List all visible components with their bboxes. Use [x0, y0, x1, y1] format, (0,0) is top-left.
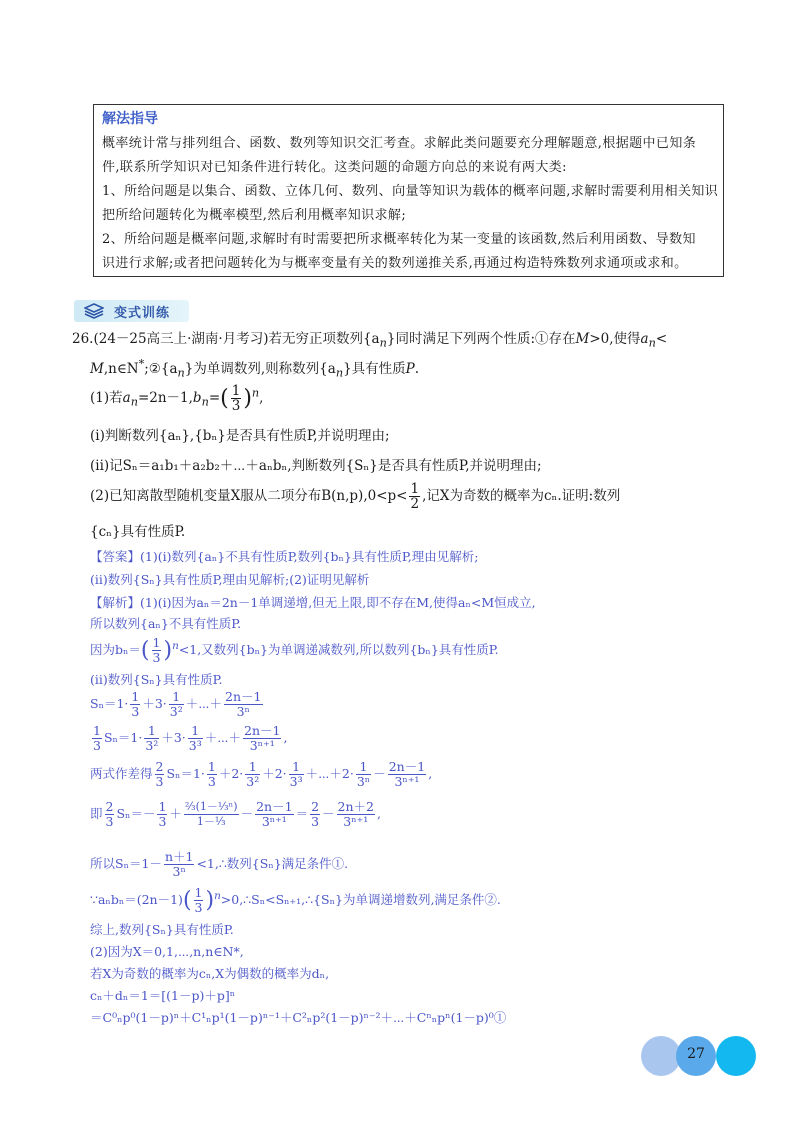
question-line-7: {cₙ}具有性质P. [90, 524, 186, 540]
answer-text: ∵aₙbₙ＝(2n－1) [90, 892, 183, 907]
fraction-num: 1 [158, 799, 167, 814]
fraction-den: 3 [311, 814, 320, 829]
answer-line: (2)因为X＝0,1,⋯,n,n∈N*, [90, 944, 244, 959]
method-line: 识进行求解;或者把问题转化为与概率变量有关的数列递推关系,再通过构造特殊数列求通项或求和。 [102, 256, 688, 271]
answer-text: Sₙ＝1· [103, 730, 143, 745]
question-text: 若无穷正项数列{a [268, 331, 380, 347]
fraction-den: 3ⁿ [356, 774, 371, 789]
page-badge-circle [716, 1036, 756, 1076]
question-line-1: 26.(24－25高三上·湖南·月考习)若无穷正项数列$\{a_n\}$同时满足下列两个性质:①存在M>0,使得$a_n<$ [72, 331, 668, 350]
method-guide-box [93, 104, 724, 277]
answer-text: , [283, 730, 288, 745]
question-text: = [208, 390, 221, 406]
fraction-den: 3³ [289, 774, 303, 789]
answer-text: ＋3· [161, 730, 186, 745]
fraction-den: 3ⁿ⁺¹ [249, 738, 275, 753]
answer-line [90, 850, 348, 879]
answer-text: 即 [90, 806, 103, 821]
fraction-den: 3 [152, 650, 161, 665]
fraction-num: 1 [231, 383, 241, 399]
question-text: }具有性质 [343, 361, 406, 377]
answer-line [90, 690, 265, 719]
answer-text: Sₙ＝1· [90, 696, 129, 711]
answer-text: － [373, 766, 386, 781]
fraction-num: 1 [356, 760, 371, 775]
method-line: 把所给问题转化为概率模型,然后利用概率知识求解; [102, 208, 407, 223]
answer-text: ＋2· [218, 766, 244, 781]
answer-text: ＋⋯＋ [185, 696, 223, 711]
method-line: 概率统计常与排列组合、函数、数列等知识交汇考查。求解此类问题要充分理解题意,根据题中已知条 [102, 136, 697, 151]
question-text: }同时满足下列两个性质:①存在 [386, 331, 576, 347]
answer-line: 【答案】(1)(i)数列{aₙ}不具有性质P,数列{bₙ}具有性质P,理由见解析; [90, 549, 479, 564]
answer-text: ＋3· [142, 696, 167, 711]
section-tab [74, 300, 189, 322]
method-guide-title: 解法指导 [102, 111, 158, 127]
fraction-den: 3ⁿ [236, 704, 250, 719]
fraction-den: 3 [207, 774, 216, 789]
answer-text: － [322, 806, 335, 821]
answer-line: 综上,数列{Sₙ}具有性质P. [90, 922, 234, 937]
answer-line: (ii)数列{Sₙ}具有性质P. [90, 672, 223, 687]
fraction-num: n＋1 [164, 849, 194, 864]
fraction-den: 3² [169, 704, 183, 719]
fraction-num: 1 [289, 760, 304, 775]
answer-line: 因为bₙ＝( $\frac{1}{3}$ )$^n$<1,又数列{bₙ}为单调递减数列,所以数列{bₙ}具有性质P. [90, 635, 499, 665]
fraction-den: 3² [246, 774, 260, 789]
fraction-num: 2 [155, 759, 164, 774]
answer-text: － [240, 806, 254, 821]
fraction-num: 2n－1 [256, 799, 293, 814]
answer-line: 若X为奇数的概率为cₙ,X为偶数的概率为dₙ, [90, 966, 330, 981]
question-line-6 [90, 482, 620, 511]
question-text: =2n－1, [137, 390, 193, 406]
fraction-den: 3 [155, 774, 164, 789]
fraction-den: 1－⅓ [196, 815, 226, 828]
fraction-num: 2n－1 [388, 759, 426, 774]
fraction-num: 2n－1 [225, 689, 262, 704]
fraction-den: 3 [194, 900, 203, 915]
method-line: 2、所给问题是概率问题,求解时有时需要把所求概率转化为某一变量的该函数,然后利用函数、导数知 [102, 232, 696, 247]
answer-text: <1,又数列{bₙ}为单调递减数列,所以数列{bₙ}具有性质P. [178, 642, 499, 657]
fraction-den: 2 [410, 496, 420, 512]
answer-text: 两式作差得 [90, 766, 153, 781]
fraction-den: 3ⁿ [172, 864, 186, 879]
fraction-den: 3 [93, 738, 101, 753]
answer-text: 所以Sₙ＝1－ [90, 856, 162, 871]
section-label: 变式训练 [114, 306, 171, 321]
fraction-den: 3 [131, 704, 140, 719]
fraction-num: ²⁄₃(1－¹⁄₃ⁿ) [184, 800, 238, 813]
answer-text: >0,∴Sₙ<Sₙ₊₁,∴{Sₙ}为单调递增数列,满足条件②. [220, 892, 501, 907]
answer-text: ＋⋯＋ [204, 730, 241, 745]
fraction-num: 2n－1 [244, 723, 281, 738]
page-number: 27 [687, 1046, 705, 1062]
question-line-5: (ii)记Sₙ＝a₁b₁＋a₂b₂＋⋯＋aₙbₙ,判断数列{Sₙ}是否具有性质P,并说明理由; [90, 458, 542, 474]
fraction-num: 1 [152, 635, 161, 650]
answer-line: ＝C⁰ₙp⁰(1－p)ⁿ＋C¹ₙp¹(1－p)ⁿ⁻¹＋C²ₙp²(1－p)ⁿ⁻²＋⋯＋Cⁿₙpⁿ(1－p)⁰① [90, 1010, 507, 1025]
fraction-den: 3 [231, 398, 241, 414]
answer-line [90, 724, 287, 753]
question-text: ;②{a [144, 361, 178, 377]
fraction-den: 3ⁿ⁺¹ [261, 814, 287, 829]
answer-line: 所以数列{aₙ}不具有性质P. [90, 616, 242, 631]
fraction-num: 1 [207, 759, 216, 774]
question-line-2: $M,n\in N^*;②\{a_n\}$为单调数列,则称数列$\{a_n\}$具有性质P. [90, 357, 420, 380]
answer-text: ＋ [169, 806, 182, 821]
question-number: 26. [72, 331, 94, 347]
question-source: (24－25高三上·湖南·月考习) [93, 331, 269, 347]
question-text: ,记X为奇数的概率为cₙ.证明:数列 [422, 488, 621, 504]
method-line: 件,联系所学知识对已知条件进行转化。这类问题的命题方向总的来说有两大类: [102, 160, 567, 175]
fraction-num: 1 [93, 723, 101, 738]
answer-text: , [377, 806, 381, 821]
method-line: 1、所给问题是以集合、函数、立体几何、数列、向量等知识为载体的概率问题,求解时需要利用相关知识 [102, 184, 719, 199]
question-text: }为单调数列,则称数列{a [184, 361, 336, 377]
fraction-num: 2 [311, 799, 320, 814]
fraction-num: 2n＋2 [337, 799, 375, 814]
answer-text: ＋2· [262, 766, 287, 781]
fraction-den: 3ⁿ⁺¹ [394, 774, 420, 789]
question-text: (2)已知离散型随机变量X服从二项分布B(n,p),0<p< [90, 488, 408, 504]
question-text: (1)若 [90, 390, 123, 406]
layers-icon [84, 303, 104, 319]
question-text: ,n∈N [103, 361, 139, 377]
answer-text: 因为bₙ＝ [90, 642, 141, 657]
answer-text: ＋⋯＋2· [305, 766, 354, 781]
answer-text: Sₙ＝－ [116, 806, 156, 821]
answer-line [90, 800, 381, 829]
answer-text: <1,∴数列{Sₙ}满足条件①. [196, 856, 349, 871]
answer-line [90, 760, 432, 789]
fraction-num: 2 [105, 799, 114, 814]
fraction-num: 1 [144, 724, 159, 739]
fraction-num: 1 [194, 885, 203, 900]
answer-line: (ii)数列{Sₙ}具有性质P,理由见解析;(2)证明见解析 [90, 572, 370, 587]
answer-text: Sₙ＝1· [166, 766, 205, 781]
answer-line: ∵aₙbₙ＝(2n－1)( $\frac{1}{3}$ )$^n$>0,∴Sₙ<Sₙ₊₁,∴{Sₙ}为单调递增数列,满足条件②. [90, 885, 501, 915]
answer-text: ＝ [295, 806, 309, 821]
answer-line: cₙ＋dₙ＝1＝[(1－p)＋p]ⁿ [90, 988, 236, 1003]
fraction-den: 3 [158, 814, 167, 829]
answer-line: 【解析】(1)(i)因为aₙ＝2n－1单调递增,但无上限,即不存在M,使得aₙ<M恒成立, [90, 595, 536, 610]
fraction-num: 1 [169, 690, 184, 705]
question-line-4: (i)判断数列{aₙ},{bₙ}是否具有性质P,并说明理由; [90, 428, 390, 444]
fraction-num: 1 [410, 481, 420, 497]
answer-text: , [428, 766, 433, 781]
fraction-num: 1 [245, 760, 260, 775]
fraction-den: 3² [145, 738, 159, 753]
fraction-den: 3³ [188, 738, 202, 753]
fraction-den: 3ⁿ⁺¹ [343, 814, 369, 829]
fraction-den: 3 [105, 814, 114, 829]
fraction-num: 1 [131, 689, 140, 704]
question-text: >0,使得 [589, 331, 641, 347]
question-line-3: (1)若$a_n=2n-1,b_n=$( $\frac{1}{3}$ )$^n$, [90, 383, 264, 414]
page-badge-circle [641, 1036, 681, 1076]
fraction-num: 1 [188, 724, 203, 739]
